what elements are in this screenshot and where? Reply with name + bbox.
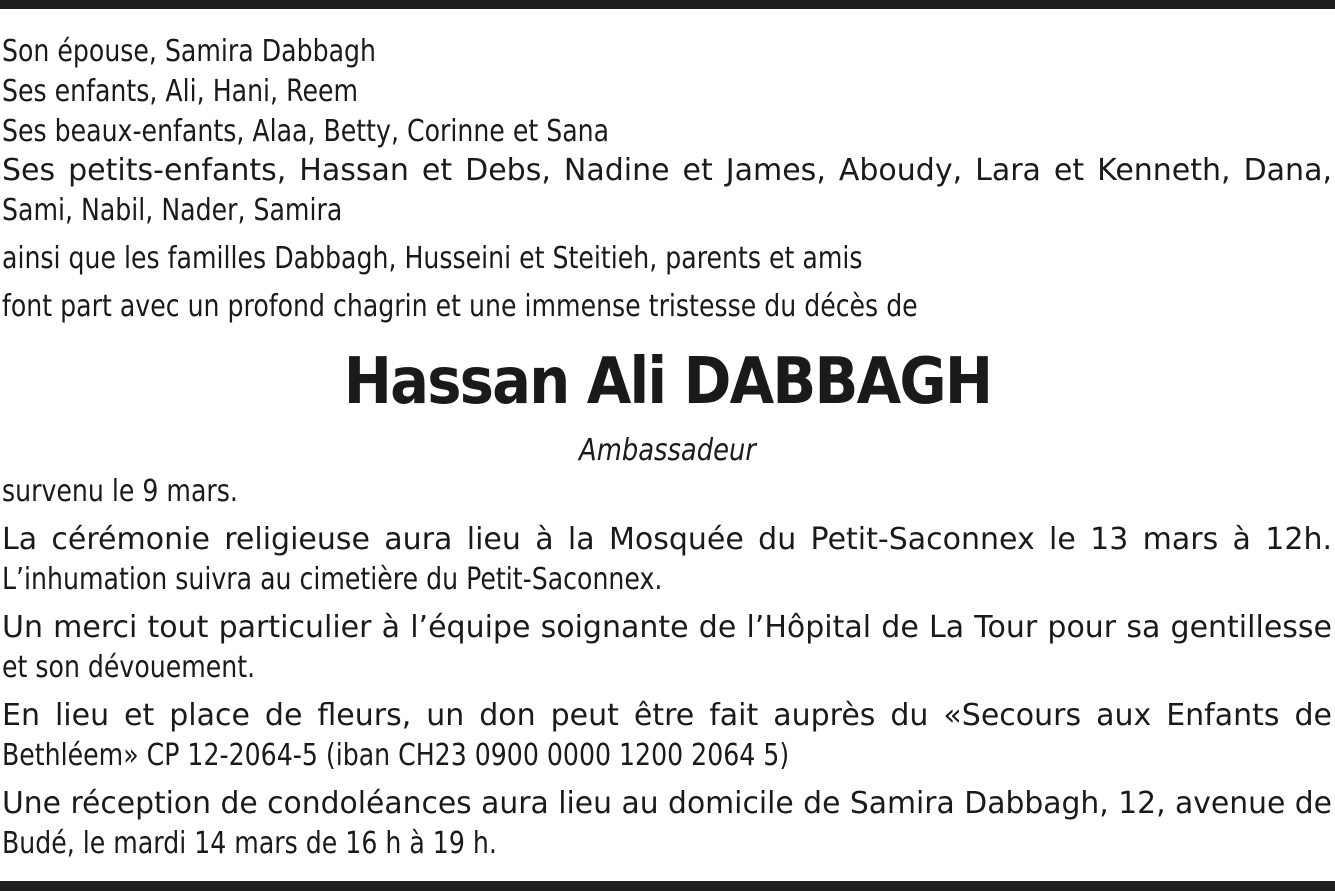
reception-line-1: Une réception de condoléances aura lieu au domicile de Samira Dabbagh, 12, avenue de (2, 786, 1332, 821)
reception-line-2: Budé, le mardi 14 mars de 16 h à 19 h. (2, 826, 497, 861)
top-border-rule (0, 0, 1335, 9)
ceremony-line-2: L’inhumation suivra au cimetière du Petit-Saconnex. (2, 562, 663, 597)
families-line: ainsi que les familles Dabbagh, Husseini et Steitieh, parents et amis (2, 241, 863, 276)
children-in-law-line: Ses beaux-enfants, Alaa, Betty, Corinne et Sana (2, 114, 610, 149)
bottom-border-rule (0, 881, 1335, 891)
announcement-line: font part avec un profond chagrin et une immense tristesse du décès de (2, 289, 918, 324)
donation-line-2: Bethléem» CP 12-2064-5 (iban CH23 0900 0000 1200 2064 5) (2, 738, 790, 773)
grandchildren-line-1: Ses petits-enfants, Hassan et Debs, Nadine et James, Aboudy, Lara et Kenneth, Dana, (2, 153, 1332, 188)
grandchildren-line-2: Sami, Nabil, Nader, Samira (2, 193, 343, 228)
ceremony-line-1: La cérémonie religieuse aura lieu à la Mosquée du Petit-Saconnex le 13 mars à 12h. (2, 522, 1332, 557)
deceased-title: Ambassadeur (579, 433, 756, 468)
children-line: Ses enfants, Ali, Hani, Reem (2, 74, 359, 109)
spouse-line: Son épouse, Samira Dabbagh (2, 34, 376, 69)
thanks-line-2: et son dévouement. (2, 650, 256, 685)
date-of-death-line: survenu le 9 mars. (2, 474, 238, 509)
deceased-name: Hassan Ali DABBAGH (343, 345, 992, 419)
thanks-line-1: Un merci tout particulier à l’équipe soignante de l’Hôpital de La Tour pour sa gentillesse (2, 610, 1332, 645)
donation-line-1: En lieu et place de fleurs, un don peut être fait auprès du «Secours aux Enfants de (2, 698, 1332, 733)
